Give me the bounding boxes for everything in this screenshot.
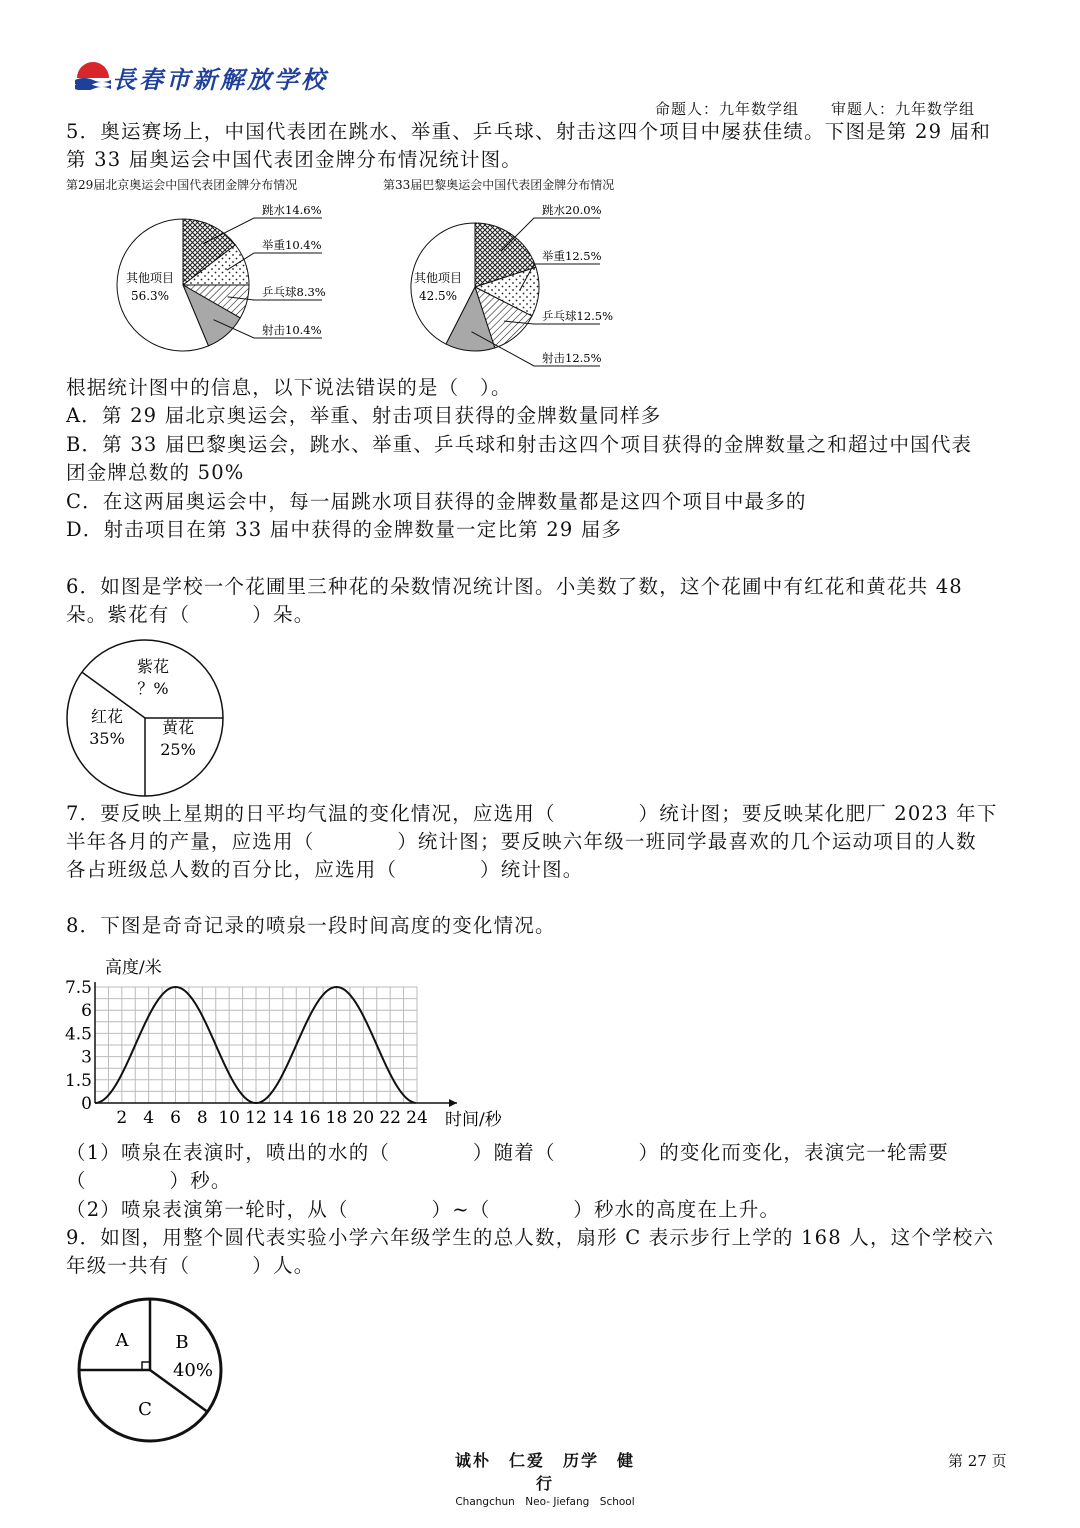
slice-label-跳水: 跳水14.6% — [262, 203, 322, 217]
slice-label-跳水: 跳水20.0% — [542, 203, 602, 217]
q8-sub1-cont: （ ）秒。 — [66, 1169, 232, 1192]
slice-label-乒乓球: 乒乓球8.3% — [262, 285, 326, 299]
q5-line2: 第 33 届奥运会中国代表团金牌分布情况统计图。 — [66, 148, 523, 171]
slice-label-举重: 举重12.5% — [542, 249, 602, 263]
q5-option-b: B．第 33 届巴黎奥运会，跳水、举重、乒乓球和射击这四个项目获得的金牌数量之和超过中国代表 — [66, 433, 973, 456]
slice-label-射击: 射击12.5% — [542, 351, 602, 365]
chart1-title: 第29届北京奥运会中国代表团金牌分布情况 — [66, 178, 298, 192]
x-tick-label: 6 — [170, 1108, 181, 1128]
fountain-line-chart — [60, 948, 530, 1138]
q9-line2: 年级一共有（ ）人。 — [66, 1254, 315, 1277]
x-tick-label: 8 — [196, 1108, 208, 1128]
flower-label-紫花: 紫花 — [136, 657, 170, 676]
flower-label-黄花: 黄花 — [161, 718, 195, 737]
flower-label-红花: 红花 — [90, 707, 124, 726]
flower-pie-chart — [60, 636, 240, 801]
x-tick-label: 24 — [406, 1108, 428, 1128]
footer-english: Changchun Neo- Jiefang School — [455, 1496, 635, 1508]
y-tick-label: 1.5 — [64, 1070, 92, 1091]
sector-b-percent: 40% — [172, 1360, 214, 1381]
q9-line1: 9．如图，用整个圆代表实验小学六年级学生的总人数，扇形 C 表示步行上学的 168 人，这个学校六 — [66, 1226, 995, 1249]
footer-motto: 诚朴 仁爱 历学 健行 — [455, 1451, 636, 1493]
q7-line2: 半年各月的产量，应选用（ ）统计图；要反映六年级一班同学最喜欢的几个运动项目的人数 — [66, 830, 977, 853]
slice-value-other: 56.3% — [130, 289, 170, 303]
x-tick-label: 16 — [298, 1108, 321, 1128]
q6-line2: 朵。紫花有（ ）朵。 — [66, 603, 315, 626]
logo-icon — [75, 58, 111, 90]
slice-label-other: 其他项目 — [125, 271, 175, 285]
y-tick-label: 6 — [81, 1001, 92, 1022]
sector-b-label: B — [175, 1332, 189, 1353]
q5-line1: 5．奥运赛场上，中国代表团在跳水、举重、乒乓球、射击这四个项目中屡获佳绩。下图是第 29 届和 — [66, 120, 992, 143]
q7-line3: 各占班级总人数的百分比，应选用（ ）统计图。 — [66, 858, 584, 881]
slice-value-other: 42.5% — [418, 289, 458, 303]
x-tick-label: 12 — [245, 1108, 267, 1128]
slice-label-射击: 射击10.4% — [262, 323, 322, 337]
y-tick-label: 0 — [81, 1094, 92, 1114]
authors: 命题人：九年数学组 审题人：九年数学组 — [655, 100, 976, 118]
flower-percent-黄花: 25% — [160, 740, 196, 759]
pie-chart-29 — [117, 203, 326, 351]
student-pie-chart — [70, 1290, 240, 1450]
school-name: 長春市新解放学校 — [112, 65, 328, 94]
q8-sub2: （2）喷泉表演第一轮时，从（ ）~（ ）秒水的高度在上升。 — [66, 1198, 781, 1221]
footer — [455, 1448, 635, 1509]
q5-option-a: A．第 29 届北京奥运会，举重、射击项目获得的金牌数量同样多 — [66, 404, 662, 427]
x-tick-label: 14 — [272, 1108, 294, 1128]
q5-question: 根据统计图中的信息，以下说法错误的是（ ）。 — [66, 376, 512, 399]
q8-sub1: （1）喷泉在表演时，喷出的水的（ ）随着（ ）的变化而变化，表演完一轮需要 — [66, 1141, 950, 1164]
pie-chart-33 — [411, 203, 613, 366]
x-tick-label: 10 — [218, 1108, 240, 1128]
x-axis-label: 时间/秒 — [445, 1110, 502, 1130]
q7-line1: 7．要反映上星期的日平均气温的变化情况，应选用（ ）统计图；要反映某化肥厂 2023 年下 — [66, 802, 998, 825]
x-tick-label: 2 — [116, 1108, 128, 1128]
y-tick-label: 4.5 — [64, 1024, 92, 1045]
chart2-title: 第33届巴黎奥运会中国代表团金牌分布情况 — [383, 178, 615, 192]
y-tick-label: 7.5 — [64, 978, 92, 998]
q5-option-c: C．在这两届奥运会中，每一届跳水项目获得的金牌数量都是这四个项目中最多的 — [66, 490, 807, 513]
flower-percent-紫花: ？% — [137, 679, 169, 698]
slice-label-乒乓球: 乒乓球12.5% — [542, 309, 614, 323]
school-logo — [75, 58, 111, 94]
x-tick-label: 4 — [143, 1108, 155, 1128]
q8-line1: 8．下图是奇奇记录的喷泉一段时间高度的变化情况。 — [66, 914, 556, 937]
page-number: 第 27 页 — [948, 1452, 1007, 1470]
sector-a-label: A — [115, 1330, 129, 1351]
x-tick-label: 22 — [379, 1108, 401, 1128]
x-tick-label: 20 — [352, 1108, 375, 1128]
q5-option-b-cont: 团金牌总数的 50% — [66, 461, 245, 484]
olympic-pie-charts — [0, 190, 700, 380]
slice-label-other: 其他项目 — [413, 271, 463, 285]
slice-label-举重: 举重10.4% — [262, 238, 322, 252]
q6-line1: 6．如图是学校一个花圃里三种花的朵数情况统计图。小美数了数，这个花圃中有红花和黄花共 48 — [66, 575, 963, 598]
flower-percent-红花: 35% — [89, 729, 125, 748]
y-tick-label: 3 — [81, 1047, 92, 1068]
sector-c-label: C — [138, 1399, 152, 1420]
y-axis-label: 高度/米 — [105, 958, 162, 978]
x-tick-label: 18 — [325, 1108, 348, 1128]
q5-option-d: D．射击项目在第 33 届中获得的金牌数量一定比第 29 届多 — [66, 518, 623, 541]
